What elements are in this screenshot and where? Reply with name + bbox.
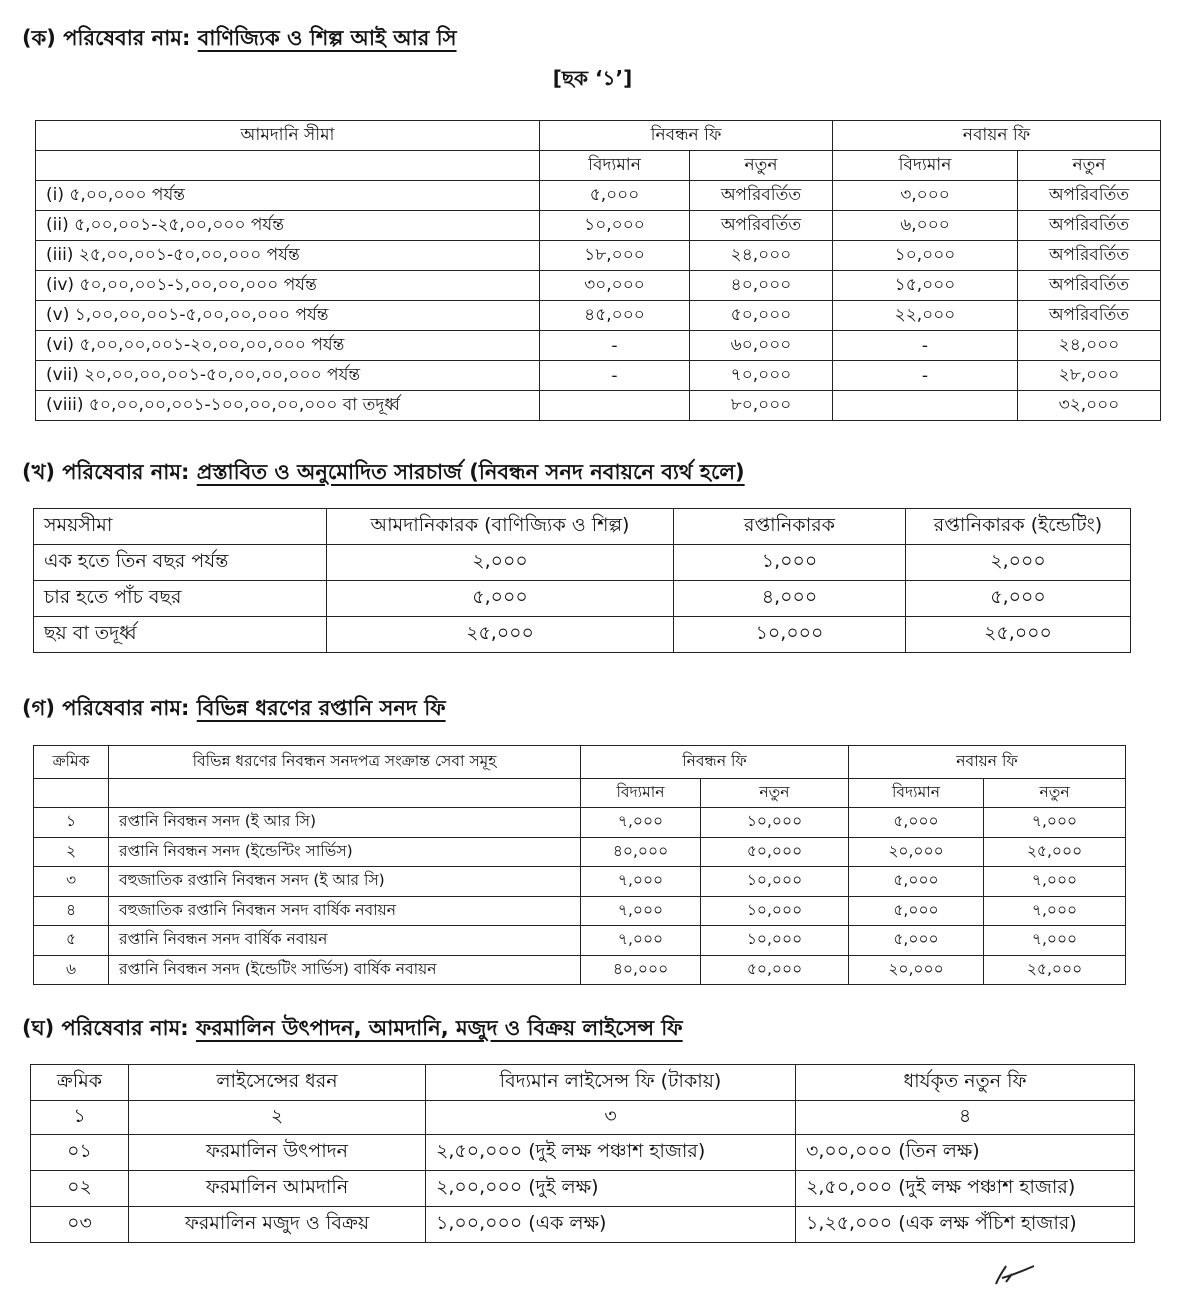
header-blank — [34, 779, 109, 808]
header-reg-existing: বিদ্যমান — [581, 779, 701, 808]
reg-existing-cell: ৪০,০০০ — [581, 955, 701, 985]
reg-new-cell: অপরিবর্তিত — [690, 211, 833, 241]
table-row — [36, 241, 1161, 271]
table-row — [36, 271, 1161, 301]
reg-existing-cell: ৪০,০০০ — [581, 837, 701, 867]
section-ga-prefix: (গ) পরিষেবার নাম: — [22, 696, 197, 720]
import-limit-cell: (ii) ৫,০০,০০১-২৫,০০,০০০ পর্যন্ত — [36, 211, 540, 241]
renew-new-cell: ২৪,০০০ — [1018, 331, 1161, 361]
service-cell: রপ্তানি নিবন্ধন সনদ (ই আর সি) — [109, 808, 581, 838]
table-row — [34, 867, 1126, 897]
exporter-cell: ১০,০০০ — [674, 617, 906, 653]
renew-existing-cell: ২০,০০০ — [849, 955, 984, 985]
reg-existing-cell: ৩০,০০০ — [540, 271, 690, 301]
reg-new-cell: ৫০,০০০ — [701, 955, 849, 985]
reg-new-cell: ২৪,০০০ — [690, 241, 833, 271]
formalin-license-rows — [31, 1135, 1135, 1243]
renew-new-cell: অপরিবর্তিত — [1018, 211, 1161, 241]
header-new-fee: ধার্যকৃত নতুন ফি — [796, 1065, 1135, 1101]
table-row — [36, 361, 1161, 391]
section-ga-heading — [22, 692, 446, 727]
reg-new-cell: ১০,০০০ — [701, 808, 849, 838]
table-row — [34, 617, 1131, 653]
renew-new-cell: ৭,০০০ — [984, 867, 1126, 897]
table-row — [36, 181, 1161, 211]
import-limit-cell: (v) ১,০০,০০,০০১-৫,০০,০০,০০০ পর্যন্ত — [36, 301, 540, 331]
existing-fee-cell: ২,০০,০০০ (দুই লক্ষ) — [426, 1171, 796, 1207]
table-reference-label: [ছক ‘১’] — [552, 66, 633, 90]
header-renew-existing: বিদ্যমান — [833, 151, 1018, 181]
reg-existing-cell: ১০,০০০ — [540, 211, 690, 241]
renew-existing-cell: ১৫,০০০ — [833, 271, 1018, 301]
column-number: ৩ — [426, 1101, 796, 1135]
renew-new-cell: ৭,০০০ — [984, 808, 1126, 838]
importer-cell: ২৫,০০০ — [327, 617, 674, 653]
exporter-indenting-cell: ৫,০০০ — [906, 581, 1131, 617]
importer-cell: ৫,০০০ — [327, 581, 674, 617]
renew-existing-cell: ৫,০০০ — [849, 896, 984, 926]
section-kha-heading — [22, 456, 745, 491]
import-limit-cell: (iv) ৫০,০০,০০১-১,০০,০০,০০০ পর্যন্ত — [36, 271, 540, 301]
header-renewal-fee: নবায়ন ফি — [833, 121, 1161, 151]
serial-cell: ৫ — [34, 926, 109, 956]
renew-new-cell: অপরিবর্তিত — [1018, 301, 1161, 331]
renew-existing-cell: ২০,০০০ — [849, 837, 984, 867]
service-cell: বহুজাতিক রপ্তানি নিবন্ধন সনদ (ই আর সি) — [109, 867, 581, 897]
new-fee-cell: ২,৫০,০০০ (দুই লক্ষ পঞ্চাশ হাজার) — [796, 1171, 1135, 1207]
surcharge-table — [33, 508, 1131, 653]
header-reg-existing: বিদ্যমান — [540, 151, 690, 181]
reg-new-cell: ৮০,০০০ — [690, 391, 833, 421]
renew-existing-cell: ৫,০০০ — [849, 926, 984, 956]
service-cell: রপ্তানি নিবন্ধন সনদ (ইন্ডেন্টিং সার্ভিস) — [109, 837, 581, 867]
import-limit-cell: (viii) ৫০,০০,০০,০০১-১০০,০০,০০,০০০ বা তদূর্ধ্ব — [36, 391, 540, 421]
license-type-cell: ফরমালিন আমদানি — [129, 1171, 426, 1207]
reg-new-cell: অপরিবর্তিত — [690, 181, 833, 211]
header-exporter-indenting: রপ্তানিকারক (ইন্ডেটিং) — [906, 509, 1131, 545]
section-ga-title: বিভিন্ন ধরণের রপ্তানি সনদ ফি — [196, 696, 446, 720]
header-registration-fee: নিবন্ধন ফি — [581, 746, 849, 779]
header-reg-new: নতুন — [701, 779, 849, 808]
renew-existing-cell: ২২,০০০ — [833, 301, 1018, 331]
reg-existing-cell: ৭,০০০ — [581, 926, 701, 956]
serial-cell: ৬ — [34, 955, 109, 985]
table-row — [31, 1171, 1135, 1207]
renew-existing-cell: ৫,০০০ — [849, 808, 984, 838]
license-type-cell: ফরমালিন উৎপাদন — [129, 1135, 426, 1171]
table-row — [34, 837, 1126, 867]
existing-fee-cell: ১,০০,০০০ (এক লক্ষ) — [426, 1207, 796, 1243]
import-limit-cell: (vii) ২০,০০,০০,০০১-৫০,০০,০০,০০০ পর্যন্ত — [36, 361, 540, 391]
renew-existing-cell: ৬,০০০ — [833, 211, 1018, 241]
signature-mark — [990, 1262, 1040, 1288]
header-reg-new: নতুন — [690, 151, 833, 181]
header-renew-new: নতুন — [984, 779, 1126, 808]
irc-fee-table — [35, 120, 1161, 421]
serial-cell: ৩ — [34, 867, 109, 897]
header-registration-fee: নিবন্ধন ফি — [540, 121, 833, 151]
table-row — [34, 581, 1131, 617]
service-cell: বহুজাতিক রপ্তানি নিবন্ধন সনদ বার্ষিক নবায়ন — [109, 896, 581, 926]
table-row — [34, 808, 1126, 838]
renew-new-cell: ২৫,০০০ — [984, 955, 1126, 985]
exporter-indenting-cell: ২৫,০০০ — [906, 617, 1131, 653]
reg-existing-cell: ৭,০০০ — [581, 808, 701, 838]
reg-existing-cell: ১৮,০০০ — [540, 241, 690, 271]
header-importer: আমদানিকারক (বাণিজ্যিক ও শিল্প) — [327, 509, 674, 545]
renew-new-cell: অপরিবর্তিত — [1018, 241, 1161, 271]
header-blank — [109, 779, 581, 808]
serial-cell: ০১ — [31, 1135, 129, 1171]
import-limit-cell: (iii) ২৫,০০,০০১-৫০,০০,০০০ পর্যন্ত — [36, 241, 540, 271]
export-certificate-fee-table — [33, 745, 1126, 985]
renew-new-cell: অপরিবর্তিত — [1018, 271, 1161, 301]
header-existing-license-fee: বিদ্যমান লাইসেন্স ফি (টাকায়) — [426, 1065, 796, 1101]
section-ka-heading — [22, 22, 457, 57]
header-renew-existing: বিদ্যমান — [849, 779, 984, 808]
reg-existing-cell: ৭,০০০ — [581, 867, 701, 897]
section-gha-prefix: (ঘ) পরিষেবার নাম: — [22, 1016, 196, 1040]
table-row — [34, 545, 1131, 581]
section-kha-title: প্রস্তাবিত ও অনুমোদিত সারচার্জ (নিবন্ধন সনদ নবায়নে ব্যর্থ হলে) — [196, 460, 745, 484]
serial-cell: ০৩ — [31, 1207, 129, 1243]
time-limit-cell: চার হতে পাঁচ বছর — [34, 581, 327, 617]
renew-new-cell: অপরিবর্তিত — [1018, 181, 1161, 211]
serial-cell: ২ — [34, 837, 109, 867]
table-row — [34, 955, 1126, 985]
renew-new-cell: ২৮,০০০ — [1018, 361, 1161, 391]
reg-new-cell: ৫০,০০০ — [690, 301, 833, 331]
service-cell: রপ্তানি নিবন্ধন সনদ (ইন্ডেটিং সার্ভিস) বার্ষিক নবায়ন — [109, 955, 581, 985]
exporter-cell: ৪,০০০ — [674, 581, 906, 617]
renew-new-cell: ৭,০০০ — [984, 896, 1126, 926]
irc-fee-rows — [36, 181, 1161, 421]
importer-cell: ২,০০০ — [327, 545, 674, 581]
renew-new-cell: ২৫,০০০ — [984, 837, 1126, 867]
header-blank — [36, 151, 540, 181]
table-row — [36, 211, 1161, 241]
new-fee-cell: ১,২৫,০০০ (এক লক্ষ পঁচিশ হাজার) — [796, 1207, 1135, 1243]
header-serial: ক্রমিক — [31, 1065, 129, 1101]
table-row — [34, 896, 1126, 926]
header-import-limit: আমদানি সীমা — [36, 121, 540, 151]
surcharge-rows — [34, 545, 1131, 653]
header-license-type: লাইসেন্সের ধরন — [129, 1065, 426, 1101]
reg-new-cell: ১০,০০০ — [701, 896, 849, 926]
section-ka-title: বাণিজ্যিক ও শিল্প আই আর সি — [197, 26, 457, 50]
column-number: ২ — [129, 1101, 426, 1135]
reg-new-cell: ৭০,০০০ — [690, 361, 833, 391]
table-row — [31, 1207, 1135, 1243]
section-gha-heading — [22, 1012, 683, 1047]
reg-new-cell: ১০,০০০ — [701, 926, 849, 956]
reg-new-cell: ৫০,০০০ — [701, 837, 849, 867]
table-row — [31, 1135, 1135, 1171]
service-cell: রপ্তানি নিবন্ধন সনদ বার্ষিক নবায়ন — [109, 926, 581, 956]
renew-existing-cell: ১০,০০০ — [833, 241, 1018, 271]
export-certificate-rows — [34, 808, 1126, 985]
reg-existing-cell — [540, 391, 690, 421]
formalin-license-fee-table — [30, 1064, 1135, 1243]
table-row — [36, 391, 1161, 421]
section-kha-prefix: (খ) পরিষেবার নাম: — [22, 460, 197, 484]
renew-existing-cell — [833, 391, 1018, 421]
exporter-cell: ১,০০০ — [674, 545, 906, 581]
time-limit-cell: ছয় বা তদূর্ধ্ব — [34, 617, 327, 653]
header-renew-new: নতুন — [1018, 151, 1161, 181]
section-gha-title: ফরমালিন উৎপাদন, আমদানি, মজুদ ও বিক্রয় লাইসেন্স ফি — [195, 1016, 683, 1040]
serial-cell: ৪ — [34, 896, 109, 926]
header-serial: ক্রমিক — [34, 746, 109, 779]
renew-existing-cell: ৩,০০০ — [833, 181, 1018, 211]
reg-existing-cell: ৫,০০০ — [540, 181, 690, 211]
import-limit-cell: (i) ৫,০০,০০০ পর্যন্ত — [36, 181, 540, 211]
serial-cell: ০২ — [31, 1171, 129, 1207]
reg-existing-cell: ৪৫,০০০ — [540, 301, 690, 331]
table-row — [36, 331, 1161, 361]
renew-existing-cell: - — [833, 361, 1018, 391]
license-type-cell: ফরমালিন মজুদ ও বিক্রয় — [129, 1207, 426, 1243]
renew-new-cell: ৩২,০০০ — [1018, 391, 1161, 421]
table-row — [34, 926, 1126, 956]
renew-new-cell: ৭,০০০ — [984, 926, 1126, 956]
column-number: ৪ — [796, 1101, 1135, 1135]
reg-existing-cell: - — [540, 331, 690, 361]
reg-existing-cell: - — [540, 361, 690, 391]
reg-existing-cell: ৭,০০০ — [581, 896, 701, 926]
time-limit-cell: এক হতে তিন বছর পর্যন্ত — [34, 545, 327, 581]
column-number: ১ — [31, 1101, 129, 1135]
header-exporter: রপ্তানিকারক — [674, 509, 906, 545]
reg-new-cell: ৪০,০০০ — [690, 271, 833, 301]
header-services: বিভিন্ন ধরণের নিবন্ধন সনদপত্র সংক্রান্ত সেবা সমূহ — [109, 746, 581, 779]
header-time-limit: সময়সীমা — [34, 509, 327, 545]
new-fee-cell: ৩,০০,০০০ (তিন লক্ষ) — [796, 1135, 1135, 1171]
reg-new-cell: ৬০,০০০ — [690, 331, 833, 361]
import-limit-cell: (vi) ৫,০০,০০,০০১-২০,০০,০০,০০০ পর্যন্ত — [36, 331, 540, 361]
table-row — [36, 301, 1161, 331]
existing-fee-cell: ২,৫০,০০০ (দুই লক্ষ পঞ্চাশ হাজার) — [426, 1135, 796, 1171]
section-ka-prefix: (ক) পরিষেবার নাম: — [22, 26, 198, 50]
renew-existing-cell: - — [833, 331, 1018, 361]
header-renewal-fee: নবায়ন ফি — [849, 746, 1126, 779]
renew-existing-cell: ৫,০০০ — [849, 867, 984, 897]
exporter-indenting-cell: ২,০০০ — [906, 545, 1131, 581]
reg-new-cell: ১০,০০০ — [701, 867, 849, 897]
serial-cell: ১ — [34, 808, 109, 838]
